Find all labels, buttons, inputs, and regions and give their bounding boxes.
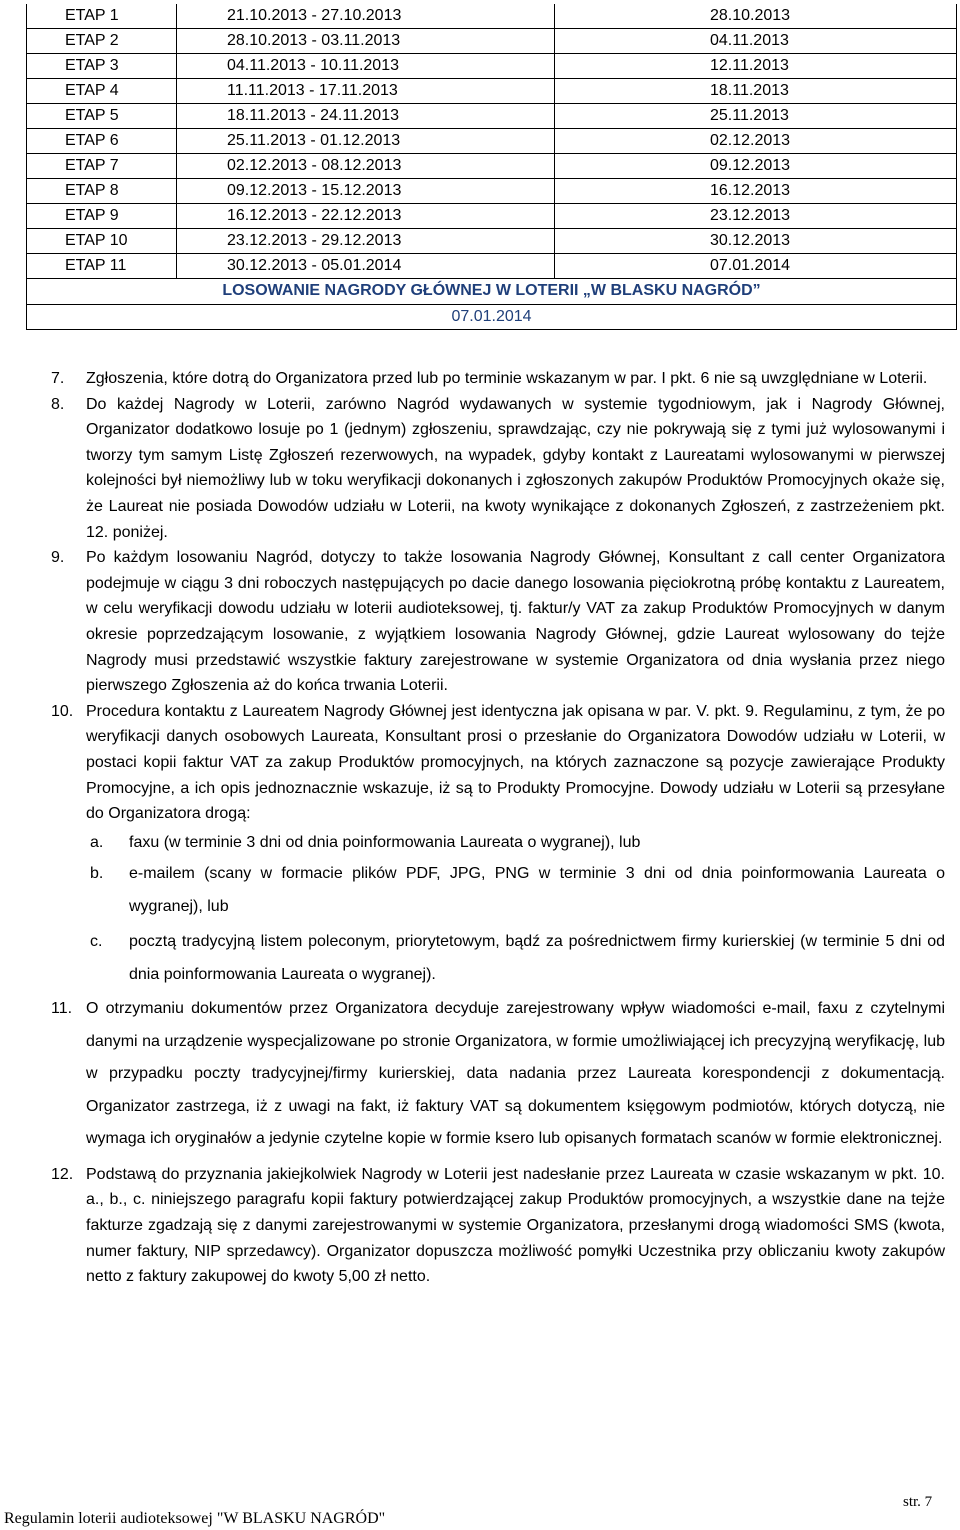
draw-date-cell: 25.11.2013 — [555, 104, 957, 129]
regulations-body — [51, 366, 945, 1290]
etap-cell: ETAP 9 — [27, 204, 177, 229]
etap-cell: ETAP 6 — [27, 129, 177, 154]
date-range-cell: 18.11.2013 - 24.11.2013 — [177, 104, 555, 129]
date-range-cell: 28.10.2013 - 03.11.2013 — [177, 29, 555, 54]
etap-cell: ETAP 5 — [27, 104, 177, 129]
date-range-cell: 11.11.2013 - 17.11.2013 — [177, 79, 555, 104]
draw-date-cell: 07.01.2014 — [555, 254, 957, 279]
paragraph-9 — [51, 545, 945, 699]
etap-cell: ETAP 3 — [27, 54, 177, 79]
paragraph-text: Podstawą do przyznania jakiejkolwiek Nagrody w Loterii jest nadesłanie przez Laureata w czasie wskazanym w pkt. 10. a., b., c. niniejszego paragrafu kopii faktury potwierdzającej zakup Produktów promocyjnych, a wszystkie dane na tejże fakturze zgadzają się z danymi zarejestrowanymi w systemie Organizatora, przesłanymi drogą wiadomości SMS (kwota, numer faktury, NIP sprzedawcy). Organizator dopuszcza możliwość pomyłki Uczestnika przy obliczaniu kwoty zakupów netto z faktury zakupowej do kwoty 5,00 zł netto. — [86, 1165, 945, 1286]
list-item-b — [86, 858, 945, 923]
date-range-cell: 02.12.2013 - 08.12.2013 — [177, 154, 555, 179]
list-text: pocztą tradycyjną listem poleconym, priorytetowym, bądź za pośrednictwem firmy kurierskiej (w terminie 5 dni od dnia poinformowania Laureata o wygranej). — [129, 933, 945, 983]
table-row — [27, 129, 957, 154]
etap-cell: ETAP 1 — [27, 4, 177, 29]
list-text: faxu (w terminie 3 dni od dnia poinformowania Laureata o wygranej), lub — [129, 833, 641, 851]
date-range-cell: 23.12.2013 - 29.12.2013 — [177, 229, 555, 254]
date-range-cell: 16.12.2013 - 22.12.2013 — [177, 204, 555, 229]
date-range-cell: 30.12.2013 - 05.01.2014 — [177, 254, 555, 279]
main-prize-date: 07.01.2014 — [27, 304, 957, 330]
list-text: e-mailem (scany w formacie plików PDF, JPG, PNG w terminie 3 dni od dnia poinformowania Laureata o wygranej), lub — [129, 865, 945, 915]
paragraph-number: 7. — [51, 370, 65, 387]
etap-cell: ETAP 7 — [27, 154, 177, 179]
main-prize-date-row — [27, 304, 957, 330]
list-item-c — [86, 926, 945, 991]
table-row — [27, 179, 957, 204]
main-prize-label: LOSOWANIE NAGRODY GŁÓWNEJ W LOTERII „W BLASKU NAGRÓD” — [27, 279, 957, 305]
draw-date-cell: 16.12.2013 — [555, 179, 957, 204]
draw-date-cell: 12.11.2013 — [555, 54, 957, 79]
draw-date-cell: 30.12.2013 — [555, 229, 957, 254]
draw-date-cell: 02.12.2013 — [555, 129, 957, 154]
paragraph-number: 12. — [51, 1165, 74, 1183]
schedule-table — [26, 4, 957, 330]
paragraph-12 — [51, 1162, 945, 1290]
list-item-a — [86, 830, 945, 856]
paragraph-text: O otrzymaniu dokumentów przez Organizatora decyduje zarejestrowany wpływ wiadomości e-mail, faxu z czytelnymi danymi na urządzenie wyspecjalizowane po stronie Organizatora, w formie umożliwiającej ich precyzyjną weryfikację, lub w przypadku poczty tradycyjnej/firmy kurierskiej, data nadania przez Laureata korespondencji z dokumentacją. Organizator zastrzega, iż z uwagi na fakt, iż faktury VAT są dokumentem księgowym podmiotów, których dotyczą, nie wymaga ich oryginałów a jedynie czytelne kopie w formie ksero lub opisanych formatach scanów w formie elektronicznej. — [86, 1000, 945, 1148]
table-row — [27, 204, 957, 229]
etap-cell: ETAP 4 — [27, 79, 177, 104]
etap-cell: ETAP 11 — [27, 254, 177, 279]
date-range-cell: 25.11.2013 - 01.12.2013 — [177, 129, 555, 154]
draw-date-cell: 23.12.2013 — [555, 204, 957, 229]
etap-cell: ETAP 8 — [27, 179, 177, 204]
draw-date-cell: 28.10.2013 — [555, 4, 957, 29]
date-range-cell: 09.12.2013 - 15.12.2013 — [177, 179, 555, 204]
paragraph-text: Do każdej Nagrody w Loterii, zarówno Nagród wydawanych w systemie tygodniowym, jak i Nagrody Głównej, Organizator dodatkowo losuje po 1 (jednym) zgłoszeniu, sprawdzając, czy nie pokrywają się z tymi już wylosowanymi i tworzy tym samym Listę Zgłoszeń rezerwowych, na wypadek, gdyby kontakt z Laureatami wylosowanymi w pierwszej kolejności był niemożliwy lub w toku weryfikacji dokonanych i zgłoszonych zakupów Produktów Promocyjnych okaże się, że Laureat nie posiada Dowodów udziału w Loterii, na kwoty wynikające z dokonanych Zgłoszeń, z zastrzeżeniem pkt. 12. poniżej. — [86, 395, 945, 541]
paragraph-number: 8. — [51, 395, 65, 413]
table-row — [27, 29, 957, 54]
paragraph-10 — [51, 699, 945, 992]
paragraph-number: 11. — [51, 1000, 73, 1018]
paragraph-11 — [51, 993, 945, 1156]
paragraph-number: 9. — [51, 549, 65, 567]
page-number: str. 7 — [903, 1494, 933, 1510]
paragraph-8 — [51, 392, 945, 546]
table-row — [27, 104, 957, 129]
table-row — [27, 229, 957, 254]
draw-date-cell: 09.12.2013 — [555, 154, 957, 179]
paragraph-number: 10. — [51, 702, 74, 720]
list-letter: a. — [90, 833, 104, 851]
draw-date-cell: 18.11.2013 — [555, 79, 957, 104]
table-row — [27, 54, 957, 79]
table-row — [27, 154, 957, 179]
table-row — [27, 254, 957, 279]
paragraph-7 — [51, 366, 945, 392]
list-letter: c. — [90, 933, 103, 951]
table-row — [27, 79, 957, 104]
date-range-cell: 21.10.2013 - 27.10.2013 — [177, 4, 555, 29]
paragraph-text: Po każdym losowaniu Nagród, dotyczy to także losowania Nagrody Głównej, Konsultant z call center Organizatora podejmuje w ciągu 3 dni roboczych następujących po dacie danego losowania pięciokrotną próbę kontaktu z Laureatem, w celu weryfikacji dowodu udziału w loterii audioteksowej, tj. faktur/y VAT za zakup Produktów Promocyjnych w danym okresie poprzedzającym losowanie, z wyjątkiem losowania Nagrody Głównej, gdzie Laureat wylosowany do tejże Nagrody musi przedstawić wszystkie faktury zarejestrowane w systemie Organizatora od dnia wysłania przez niego pierwszego Zgłoszenia aż do końca trwania Loterii. — [86, 549, 945, 695]
main-prize-row — [27, 279, 957, 305]
list-letter: b. — [90, 865, 104, 883]
etap-cell: ETAP 10 — [27, 229, 177, 254]
etap-cell: ETAP 2 — [27, 29, 177, 54]
draw-date-cell: 04.11.2013 — [555, 29, 957, 54]
table-row — [27, 4, 957, 29]
date-range-cell: 04.11.2013 - 10.11.2013 — [177, 54, 555, 79]
footer-title: Regulamin loterii audioteksowej "W BLASKU NAGRÓD" — [4, 1510, 386, 1527]
paragraph-text: Zgłoszenia, które dotrą do Organizatora przed lub po terminie wskazanym w par. I pkt. 6 nie są uwzględniane w Loterii. — [86, 370, 928, 387]
paragraph-text: Procedura kontaktu z Laureatem Nagrody Głównej jest identyczna jak opisana w par. V. pkt. 9. Regulaminu, z tym, że po weryfikacji danych osobowych Laureata, Konsultant prosi o przesłanie do Organizatora Dowodów udziału w Loterii, w postaci kopii faktur VAT za zakup Produktów promocyjnych, na których zaznaczone są pozycje zawierające Produkty Promocyjne, a ich opis jednoznacznie wskazuje, iż są to Produkty Promocyjne. Dowody udziału w Loterii są przesyłane do Organizatora drogą: — [86, 702, 945, 823]
